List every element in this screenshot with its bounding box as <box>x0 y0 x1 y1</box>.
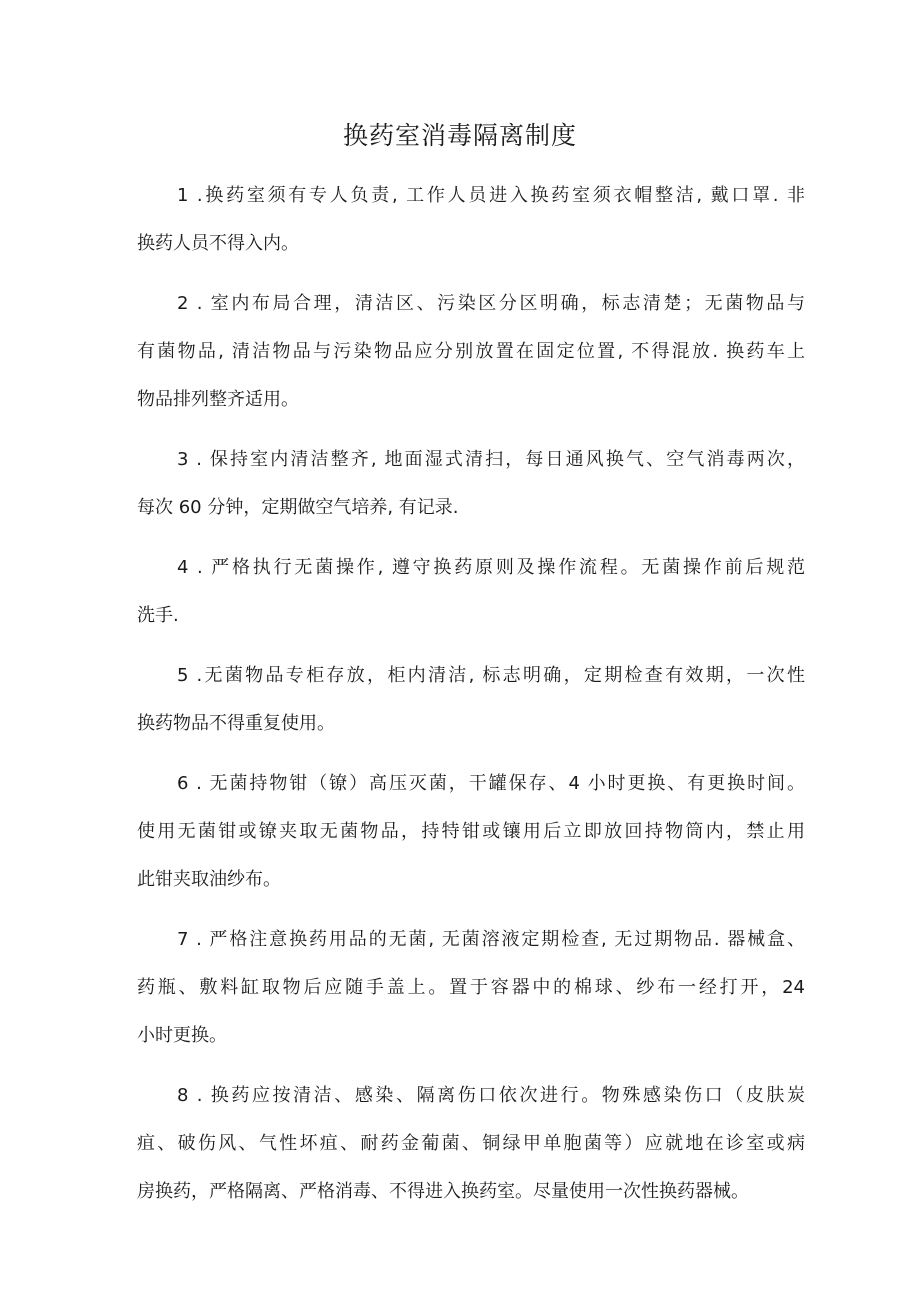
rule-line: 6 . 无菌持物钳（镣）高压灭菌，干罐保存、4 小时更换、有更换时间。 <box>177 773 805 794</box>
rule-line: 洗手. <box>137 605 179 626</box>
rule-line: 3 . 保持室内清洁整齐, 地面湿式清扫，每日通风换气、空气消毒两次， <box>177 449 805 470</box>
rule-line: 8 . 换药应按清洁、感染、隔离伤口依次进行。物殊感染伤口（皮肤炭 <box>177 1085 805 1106</box>
document-body <box>137 172 805 1228</box>
rule-line: 每次 60 分钟，定期做空气培养, 有记录. <box>137 497 459 518</box>
rule-line: 物品排列整齐适用。 <box>137 389 299 410</box>
rule-item-5 <box>137 652 805 748</box>
rule-line: 换药人员不得入内。 <box>137 233 299 254</box>
rule-line: 2 . 室内布局合理，清洁区、污染区分区明确，标志清楚；无菌物品与 <box>177 293 805 314</box>
rule-line: 药瓶、敷料缸取物后应随手盖上。置于容器中的棉球、纱布一经打开，24 <box>137 977 805 998</box>
rule-line: 1 .换药室须有专人负责, 工作人员进入换药室须衣帽整洁, 戴口罩. 非 <box>177 185 805 206</box>
document-title: 换药室消毒隔离制度 <box>342 121 577 150</box>
rule-item-8 <box>137 1072 805 1216</box>
rule-item-1 <box>137 172 805 268</box>
rule-line: 小时更换。 <box>137 1025 227 1046</box>
rule-line: 换药物品不得重复使用。 <box>137 713 335 734</box>
rule-line: 4 . 严格执行无菌操作, 遵守换药原则及操作流程。无菌操作前后规范 <box>177 557 805 578</box>
rule-item-6 <box>137 760 805 904</box>
rule-line: 疽、破伤风、气性坏疽、耐药金葡菌、铜绿甲单胞菌等）应就地在诊室或病 <box>137 1133 805 1154</box>
rule-item-3 <box>137 436 805 532</box>
rule-item-4 <box>137 544 805 640</box>
rule-line: 使用无菌钳或镣夹取无菌物品，持特钳或镶用后立即放回持物筒内，禁止用 <box>137 821 805 842</box>
rule-line: 5 .无菌物品专柜存放，柜内清洁, 标志明确，定期检查有效期，一次性 <box>177 665 805 686</box>
rule-line: 有菌物品, 清洁物品与污染物品应分别放置在固定位置, 不得混放. 换药车上 <box>137 341 805 362</box>
rule-line: 此钳夹取油纱布。 <box>137 869 281 890</box>
rule-line: 房换药，严格隔离、严格消毒、不得进入换药室。尽量使用一次性换药器械。 <box>137 1181 749 1202</box>
rule-line: 7 . 严格注意换药用品的无菌, 无菌溶液定期检查, 无过期物品. 器械盒、 <box>177 929 805 950</box>
rule-item-7 <box>137 916 805 1060</box>
rule-item-2 <box>137 280 805 424</box>
